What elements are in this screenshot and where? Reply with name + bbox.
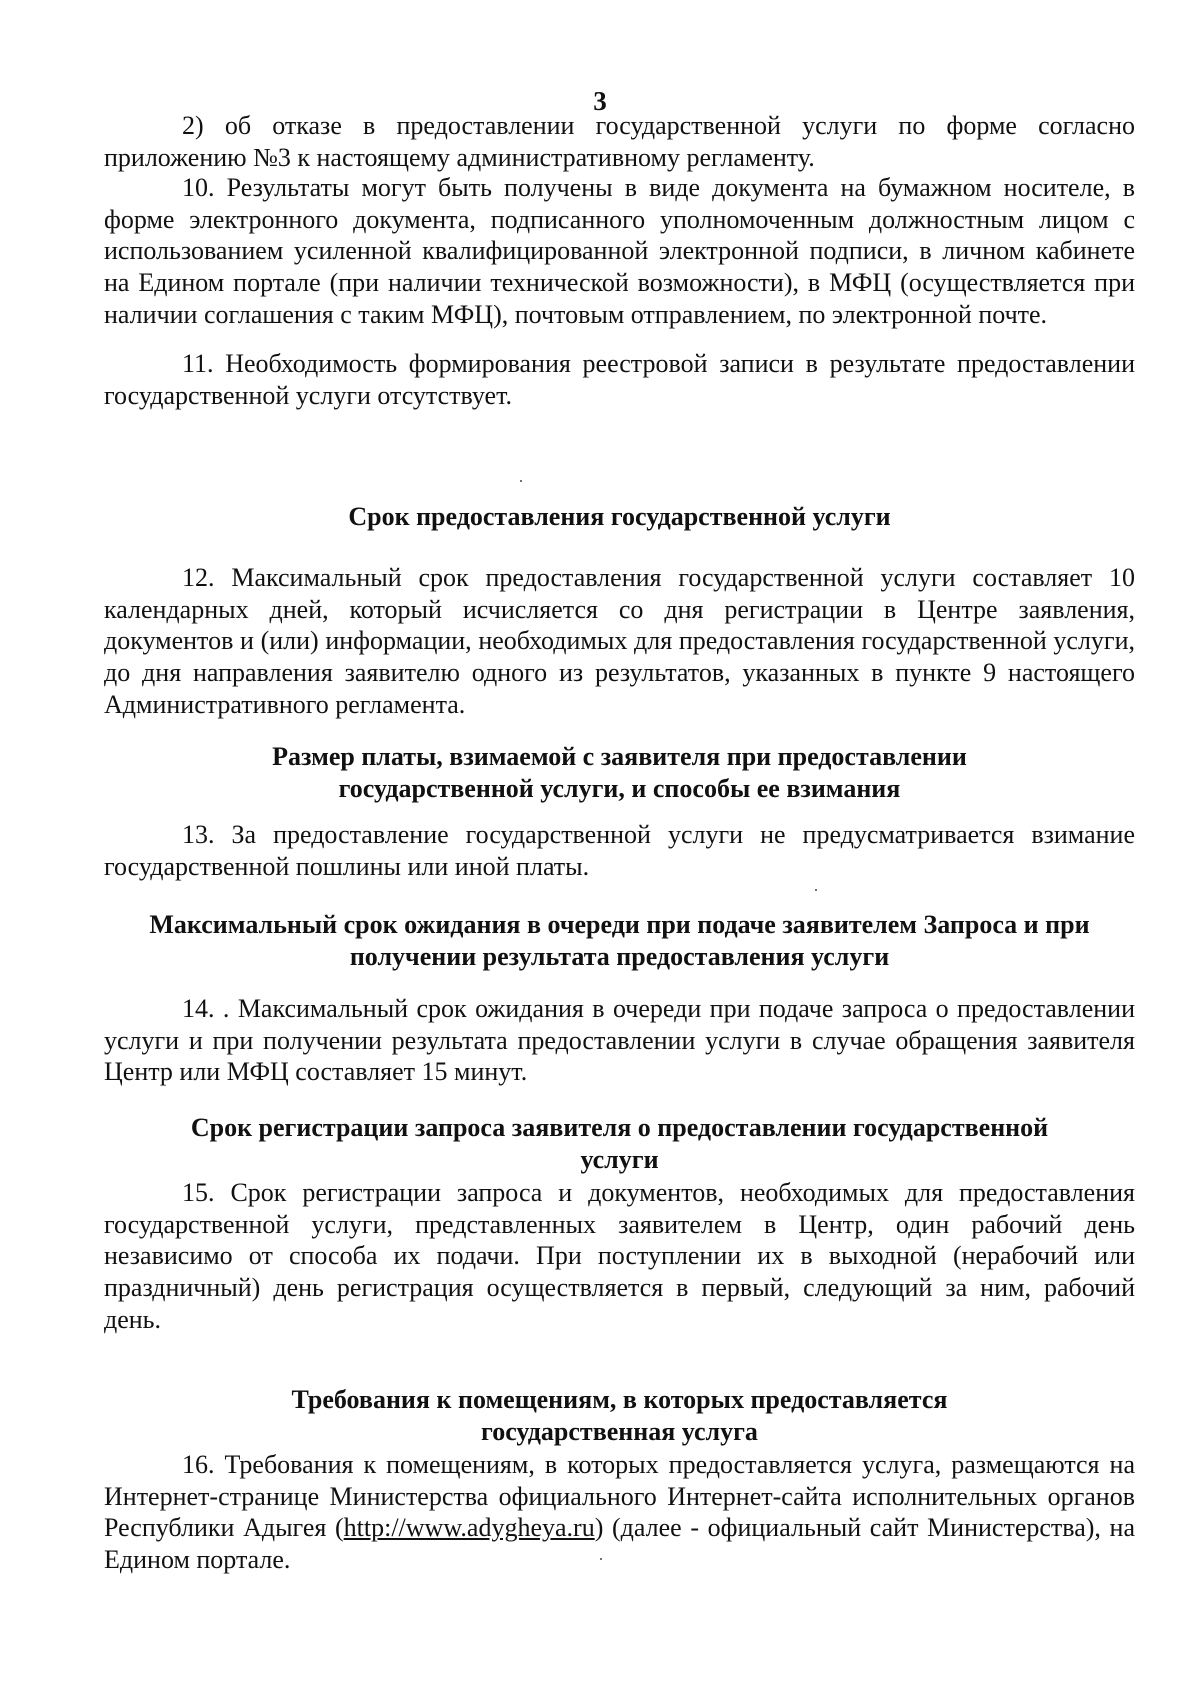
heading-service-term: Срок предоставления государственной услуги (348, 502, 891, 531)
paragraph-16 (104, 1449, 1135, 1576)
official-site-link[interactable]: http://www.adygheya.ru (343, 1513, 595, 1543)
heading-queue-line-1: Максимальный срок ожидания в очереди при подаче заявителем Запроса и при (149, 910, 1090, 939)
paragraph-13: 13. За предоставление государственной услуги не предусматривается взимание государственной пошлины или иной платы. (104, 820, 1135, 881)
paragraph-10: 10. Результаты могут быть получены в виде документа на бумажном носителе, в форме электронного документа, подписанного уполномоченным должностным лицом с использованием усиленной квалифицированной электронной подписи, в личном кабинете на Едином портале (при наличии технической возможности), в МФЦ (осуществляется при наличии соглашения с таким МФЦ), почтовым отправлением, по электронной почте. (104, 173, 1135, 329)
heading-registration-line-1: Срок регистрации запроса заявителя о предоставлении государственной (190, 1113, 1049, 1142)
paragraph-9-2: 2) об отказе в предоставлении государственной услуги по форме согласно приложению №3 к настоящему административному регламенту. (104, 111, 1135, 172)
paragraph-16-text-start: 16. Требования к помещениям, в которых предоставляется услуга, размещаются на Интернет-странице Министерства официального Интернет-сайта исполнительных органов Республики Адыгея ( (104, 1450, 1135, 1543)
paragraph-16-text-end: ) (далее - официальный сайт Министерства), на Едином портале. (104, 1513, 1135, 1575)
scan-speck (600, 1558, 602, 1560)
heading-registration-term (104, 1112, 1135, 1176)
scan-speck (815, 889, 817, 891)
paragraph-12: 12. Максимальный срок предоставления государственной услуги составляет 10 календарных дней, который исчисляется со дня регистрации в Центре заявления, документов и (или) информации, необходимых для предоставления государственной услуги, до дня направления заявителю одного из результатов, указанных в пункте 9 настоящего Административного регламента. (104, 563, 1135, 719)
heading-queue-wait (104, 909, 1135, 973)
heading-premises-line-1: Требования к помещениям, в которых предоставляется (291, 1385, 948, 1414)
paragraph-11: 11. Необходимость формирования реестровой записи в результате предоставлении государственной услуги отсутствует. (104, 349, 1135, 410)
heading-fee-line-1: Размер платы, взимаемой с заявителя при предоставлении (272, 742, 967, 771)
heading-premises-line-2: государственная услуга (481, 1417, 758, 1446)
heading-fee (104, 741, 1135, 805)
paragraph-14: 14. . Максимальный срок ожидания в очереди при подаче запроса о предоставлении услуги и при получении результата предоставлении услуги в случае обращения заявителя Центр или МФЦ составляет 15 минут. (104, 994, 1135, 1087)
paragraph-15: 15. Срок регистрации запроса и документов, необходимых для предоставления государственной услуги, представленных заявителем в Центр, один рабочий день независимо от способа их подачи. При поступлении их в выходной (нерабочий или праздничный) день регистрация осуществляется в первый, следующий за ним, рабочий день. (104, 1178, 1135, 1334)
page-number: 3 (593, 86, 607, 116)
heading-queue-line-2: получении результата предоставления услуги (349, 942, 890, 971)
heading-premises (104, 1384, 1135, 1448)
heading-registration-line-2: услуги (580, 1145, 659, 1174)
heading-fee-line-2: государственной услуги, и способы ее взимания (338, 774, 901, 803)
scan-speck (520, 480, 522, 482)
